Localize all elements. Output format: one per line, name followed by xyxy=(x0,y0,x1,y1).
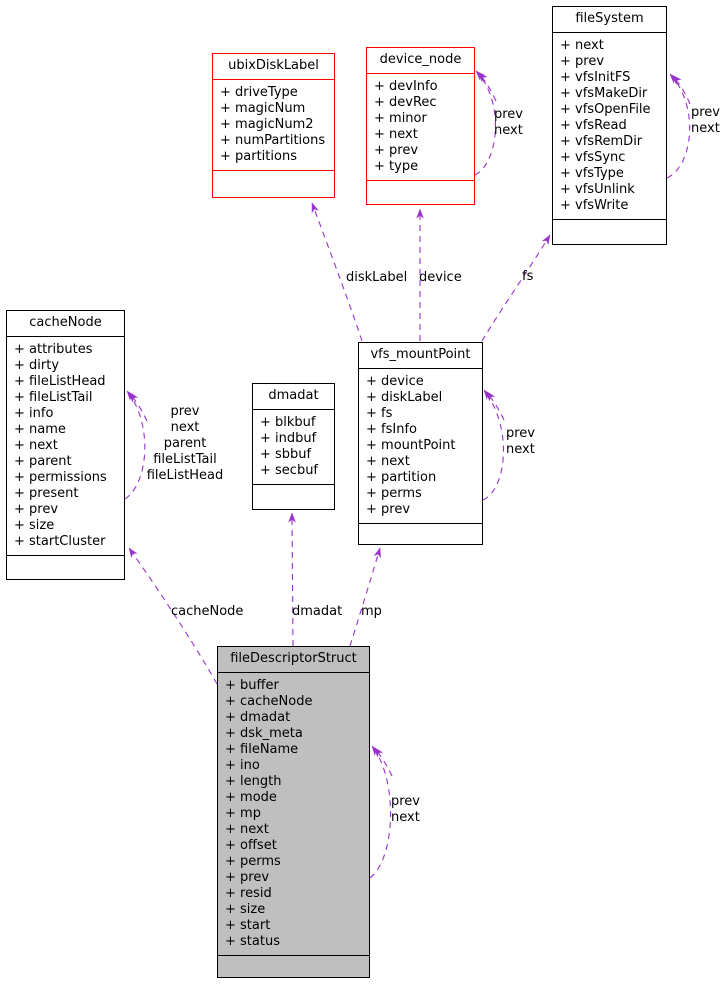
class-title-fileSystem: fileSystem xyxy=(553,7,666,33)
edge-label-fs: fs xyxy=(522,269,534,284)
class-member: + blkbuf xyxy=(260,415,316,430)
edge-label-line: prev xyxy=(391,794,421,809)
class-member: + prev xyxy=(366,502,411,517)
class-member: + sbbuf xyxy=(260,447,312,462)
class-member: + buffer xyxy=(225,678,279,693)
class-empty-compartment xyxy=(553,219,666,244)
class-members-cacheNode xyxy=(7,337,124,555)
class-member: + dmadat xyxy=(225,710,291,725)
edge-devicenode-self-loop2 xyxy=(478,73,496,101)
class-member: + size xyxy=(225,902,266,917)
class-member: + type xyxy=(374,159,419,174)
class-member: + fs xyxy=(366,406,393,421)
class-member: + resid xyxy=(225,886,272,901)
class-member: + devRec xyxy=(374,95,437,110)
class-member: + start xyxy=(225,918,271,933)
class-member: + prev xyxy=(374,143,419,158)
class-member: + name xyxy=(14,422,66,437)
class-member: + vfsSync xyxy=(560,150,626,165)
class-member: + offset xyxy=(225,838,277,853)
edge-fd-to-dmadat xyxy=(292,513,293,646)
class-title-vfs_mountPoint: vfs_mountPoint xyxy=(359,343,482,369)
class-empty-compartment xyxy=(253,484,334,509)
edge-label-line: prev xyxy=(691,105,721,120)
class-member: + magicNum2 xyxy=(220,117,314,132)
edge-label-line: parent xyxy=(163,436,207,451)
class-empty-compartment xyxy=(218,955,369,978)
class-members-dmadat xyxy=(253,410,334,484)
class-member: + fsInfo xyxy=(366,422,417,437)
class-member: + perms xyxy=(366,486,422,501)
edge-label-line: prev xyxy=(170,404,200,419)
edge-filesystem-self-loop2 xyxy=(672,76,690,104)
class-title-fileDescriptorStruct: fileDescriptorStruct xyxy=(218,647,369,673)
class-member: + next xyxy=(225,822,269,837)
edge-mountpoint-self-loop xyxy=(483,390,503,500)
edge-label-line: next xyxy=(691,121,720,136)
class-empty-compartment xyxy=(359,523,482,546)
class-member: + indbuf xyxy=(260,431,317,446)
class-member: + numPartitions xyxy=(220,133,326,148)
class-node-device_node[interactable] xyxy=(366,47,475,205)
class-member: + length xyxy=(225,774,282,789)
class-members-fileSystem xyxy=(553,33,666,219)
edge-label-line: next xyxy=(506,442,535,457)
class-node-fileSystem[interactable] xyxy=(552,6,667,245)
class-member: + dsk_meta xyxy=(225,726,303,741)
edge-label-line: next xyxy=(391,810,420,825)
class-member: + fileListTail xyxy=(14,390,93,405)
edge-label-line: prev xyxy=(506,426,536,441)
edge-devicenode-self-loop xyxy=(475,71,495,175)
edge-label-cachenode: cacheNode xyxy=(171,604,244,619)
edge-label-disklabel: diskLabel xyxy=(346,270,408,285)
class-member: + prev xyxy=(560,54,605,69)
class-member: + next xyxy=(14,438,58,453)
class-title-device_node: device_node xyxy=(367,48,474,74)
class-member: + mode xyxy=(225,790,277,805)
class-member: + vfsInitFS xyxy=(560,70,631,85)
class-member: + fileListHead xyxy=(14,374,106,389)
class-member: + partition xyxy=(366,470,437,485)
edge-cachenode-self-loop xyxy=(125,391,145,499)
edge-fd-to-mountpoint xyxy=(350,548,380,646)
edge-label-devicenode-self xyxy=(494,107,523,139)
edge-label-line: fileListTail xyxy=(153,452,217,467)
edge-label-mountpoint-self xyxy=(506,426,535,458)
edge-filesystem-self-loop xyxy=(667,74,690,178)
class-member: + perms xyxy=(225,854,281,869)
class-title-dmadat: dmadat xyxy=(253,384,334,410)
class-member: + size xyxy=(14,518,55,533)
edge-label-line: next xyxy=(170,420,200,435)
edge-mountpoint-to-filesystem xyxy=(482,235,550,341)
class-member: + present xyxy=(14,486,79,501)
class-member: + vfsOpenFile xyxy=(560,102,651,117)
edge-fd-self-loop xyxy=(370,746,391,878)
class-node-fileDescriptorStruct xyxy=(217,646,370,978)
class-node-ubixDiskLabel[interactable] xyxy=(212,53,335,198)
edge-label-cachenode-self xyxy=(145,404,225,484)
edge-label-device: device xyxy=(419,270,462,285)
edge-label-line: fileListHead xyxy=(146,468,224,483)
class-member: + magicNum xyxy=(220,101,306,116)
edge-label-dmadat: dmadat xyxy=(292,604,343,619)
class-member: + vfsMakeDir xyxy=(560,86,648,101)
class-member: + next xyxy=(374,127,418,142)
class-member: + mp xyxy=(225,806,261,821)
class-members-fileDescriptorStruct xyxy=(218,673,369,955)
class-members-ubixDiskLabel xyxy=(213,80,334,170)
class-member: + driveType xyxy=(220,85,298,100)
class-member: + secbuf xyxy=(260,463,319,478)
class-node-vfs_mountPoint[interactable] xyxy=(358,342,483,545)
class-member: + permissions xyxy=(14,470,107,485)
class-member: + devInfo xyxy=(374,79,438,94)
class-member: + dirty xyxy=(14,358,60,373)
class-member: + status xyxy=(225,934,280,949)
class-member: + ino xyxy=(225,758,260,773)
class-member: + startCluster xyxy=(14,534,106,549)
class-members-device_node xyxy=(367,74,474,180)
class-member: + vfsRead xyxy=(560,118,627,133)
class-member: + next xyxy=(560,38,604,53)
class-member: + mountPoint xyxy=(366,438,456,453)
class-member: + prev xyxy=(14,502,59,517)
class-member: + vfsType xyxy=(560,166,624,181)
class-title-cacheNode: cacheNode xyxy=(7,311,124,337)
edge-label-fd-self xyxy=(391,794,420,826)
edge-label-line: next xyxy=(494,123,523,138)
class-member: + vfsWrite xyxy=(560,198,629,213)
class-title-ubixDiskLabel: ubixDiskLabel xyxy=(213,54,334,80)
class-empty-compartment xyxy=(367,180,474,204)
edge-label-filesystem-self xyxy=(691,105,720,137)
class-member: + diskLabel xyxy=(366,390,443,405)
class-member: + partitions xyxy=(220,149,297,164)
class-members-vfs_mountPoint xyxy=(359,369,482,523)
class-member: + vfsRemDir xyxy=(560,134,643,149)
class-member: + next xyxy=(366,454,410,469)
edge-label-line: prev xyxy=(494,107,524,122)
class-member: + minor xyxy=(374,111,427,126)
class-node-cacheNode[interactable] xyxy=(6,310,125,580)
class-member: + parent xyxy=(14,454,72,469)
edge-label-mp: mp xyxy=(361,604,382,619)
class-member: + device xyxy=(366,374,424,389)
class-node-dmadat[interactable] xyxy=(252,383,335,510)
class-member: + fileName xyxy=(225,742,299,757)
class-empty-compartment xyxy=(213,170,334,197)
class-empty-compartment xyxy=(7,555,124,579)
class-member: + prev xyxy=(225,870,270,885)
class-member: + attributes xyxy=(14,342,93,357)
class-member: + vfsUnlink xyxy=(560,182,635,197)
class-member: + cacheNode xyxy=(225,694,313,709)
class-member: + info xyxy=(14,406,54,421)
